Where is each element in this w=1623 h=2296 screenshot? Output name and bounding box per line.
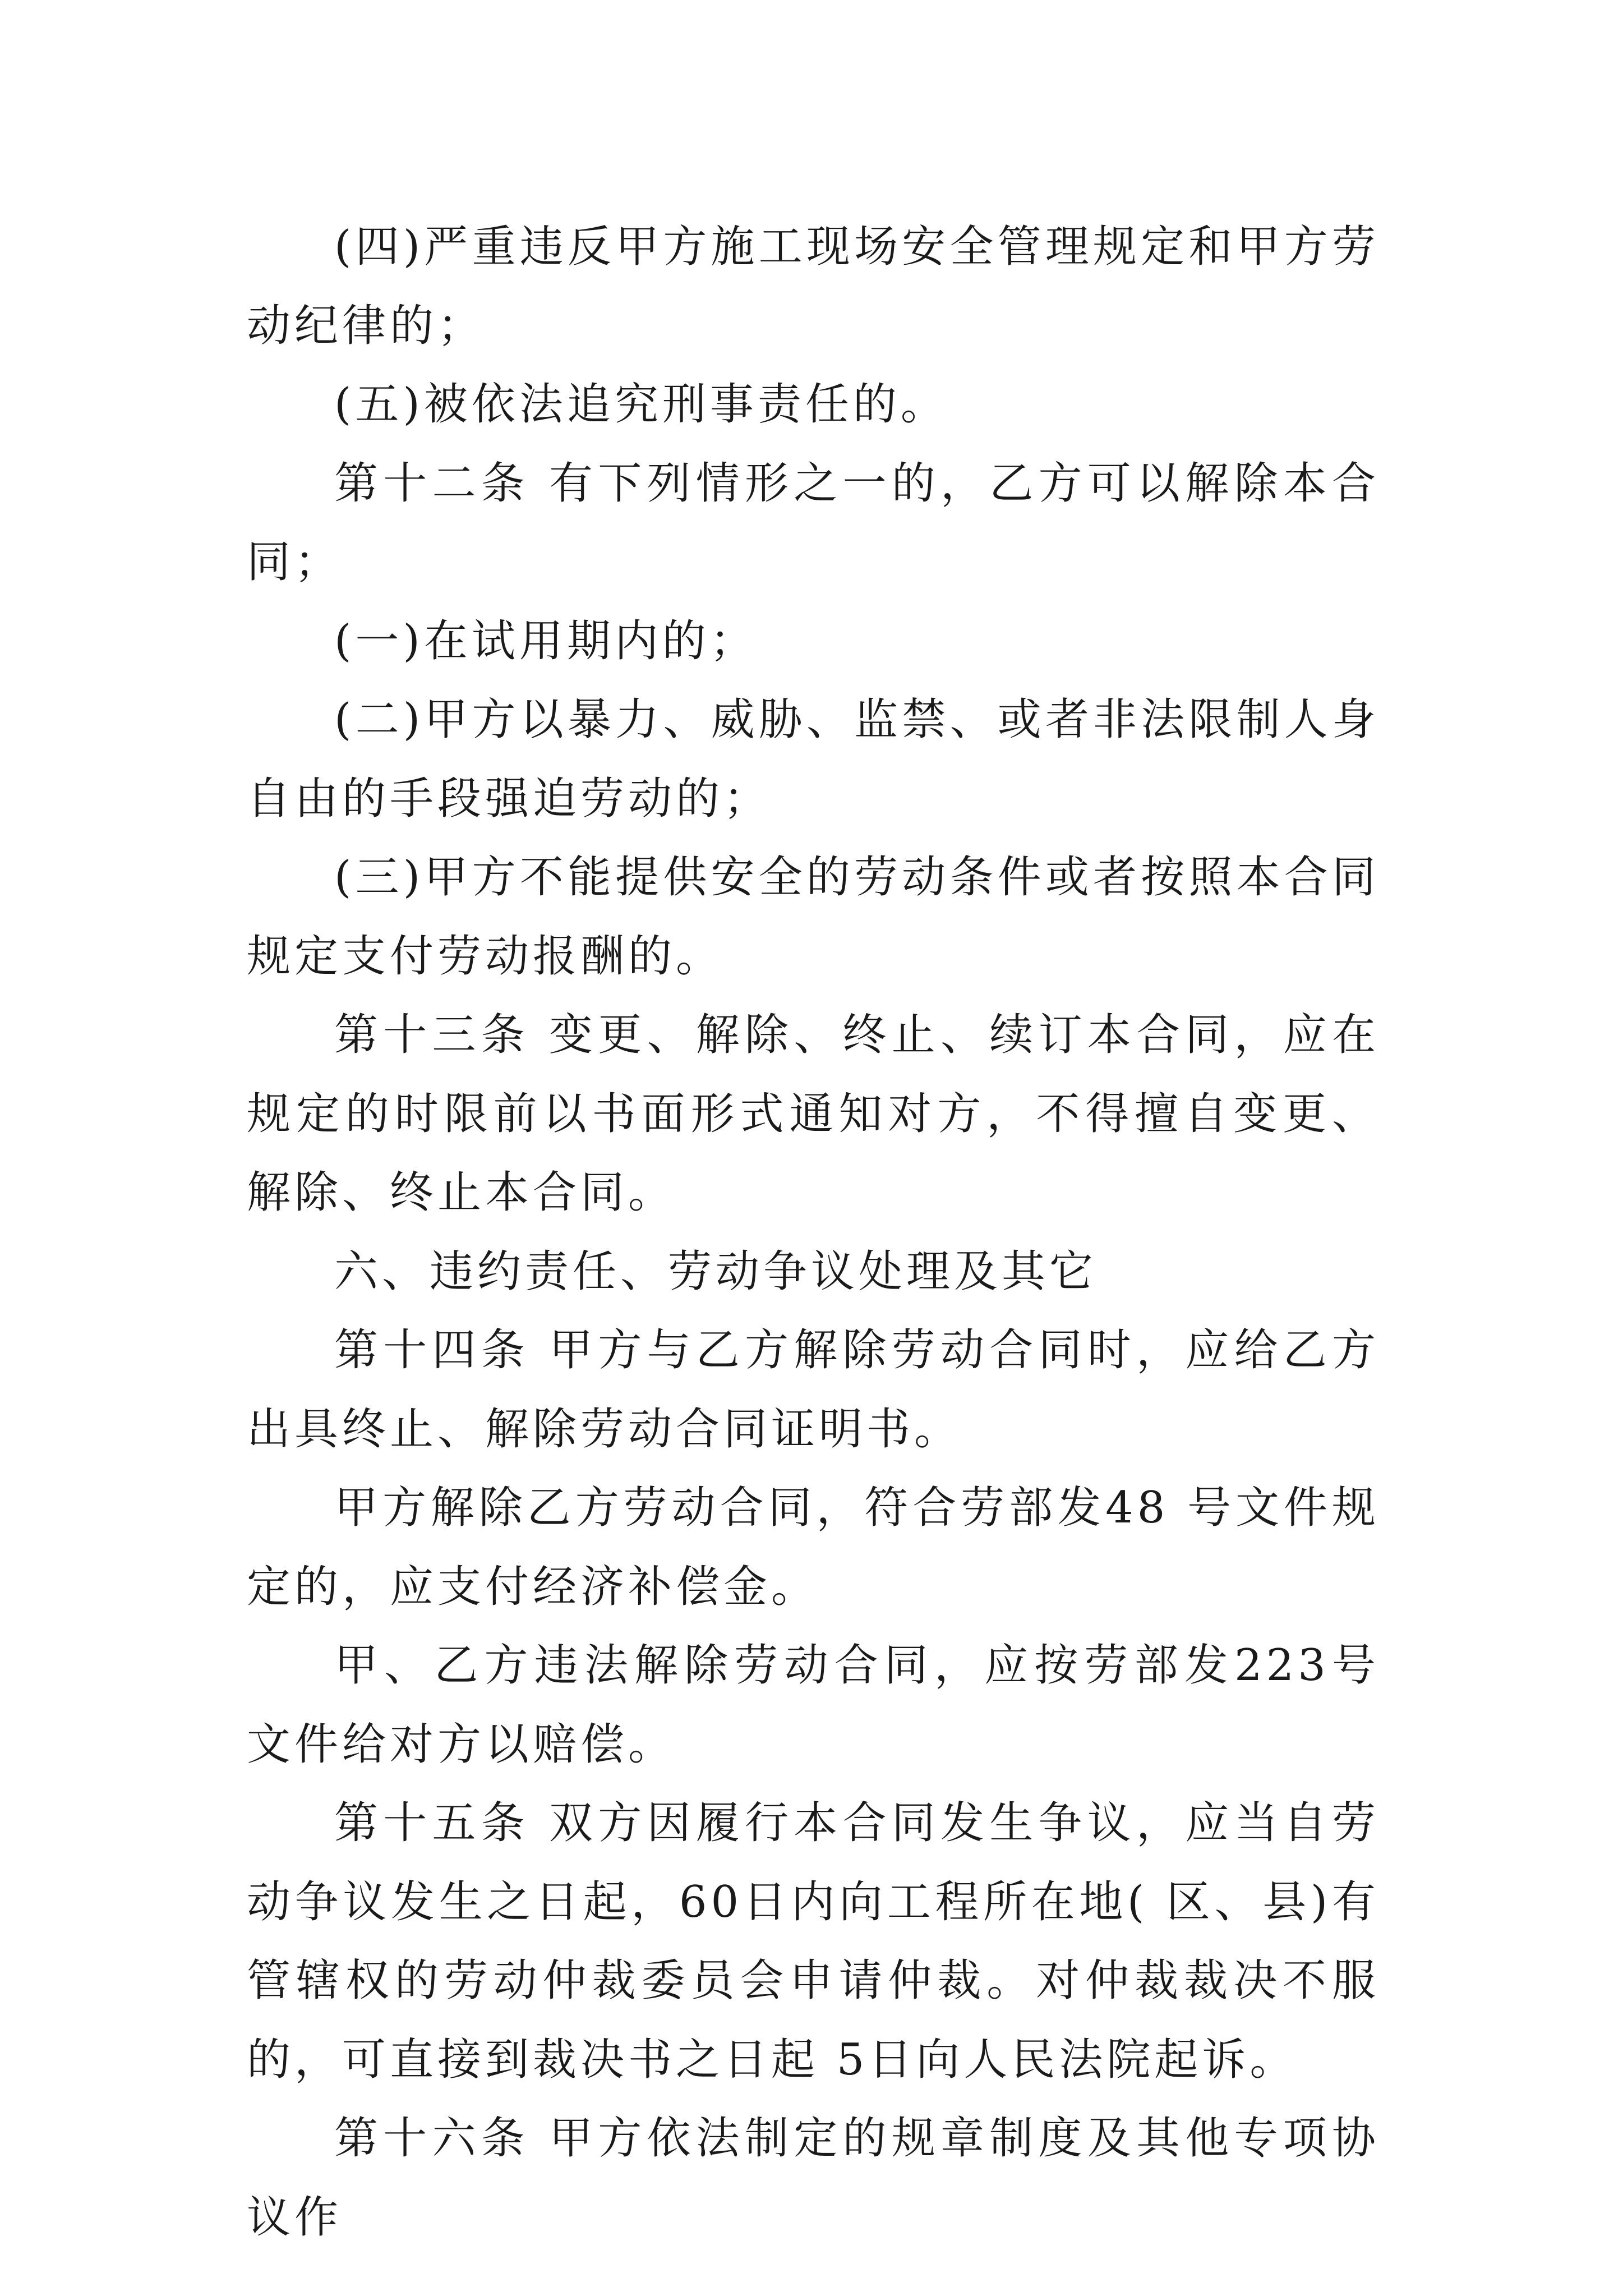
paragraph-article-12-item-2: (二)甲方以暴力、威胁、监禁、或者非法限制人身自由的手段强迫劳动的； (247, 694, 1380, 824)
section-heading-6: 六、违约责任、劳动争议处理及其它 (334, 1246, 1098, 1297)
paragraph-article-16: 第十六条 甲方依法制定的规章制度及其他专项协议作 (247, 2113, 1380, 2243)
paragraph-article-14: 第十四条 甲方与乙方解除劳动合同时，应给乙方出具终止、解除劳动合同证明书。 (247, 1325, 1380, 1455)
paragraph-article-14-compensation: 甲方解除乙方劳动合同，符合劳部发48 号文件规定的，应支付经济补偿金。 (247, 1483, 1380, 1612)
paragraph-article-13: 第十三条 变更、解除、终止、续订本合同，应在规定的时限前以书面形式通知对方，不得擅自变更、解除、终止本合同。 (247, 1010, 1380, 1218)
paragraph-article-12-item-3: (三)甲方不能提供安全的劳动条件或者按照本合同规定支付劳动报酬的。 (247, 852, 1380, 982)
paragraph-article-12-item-1: (一)在试用期内的； (334, 615, 758, 666)
document-body (247, 208, 1380, 2257)
paragraph-article-12: 第十二条 有下列情形之一的，乙方可以解除本合同； (247, 458, 1380, 587)
paragraph-article-15: 第十五条 双方因履行本合同发生争议，应当自劳动争议发生之日起，60日内向工程所在地( 区、县)有管辖权的劳动仲裁委员会申请仲裁。对仲裁裁决不服的，可直接到裁决书之日起 5日向人民法院起诉。 (247, 1798, 1380, 2085)
paragraph-clause-4: (四)严重违反甲方施工现场安全管理规定和甲方劳动纪律的； (247, 222, 1380, 351)
paragraph-article-14-damages: 甲、乙方违法解除劳动合同，应按劳部发223号文件给对方以赔偿。 (247, 1640, 1380, 1770)
paragraph-clause-5: (五)被依法追究刑事责任的。 (334, 379, 948, 430)
